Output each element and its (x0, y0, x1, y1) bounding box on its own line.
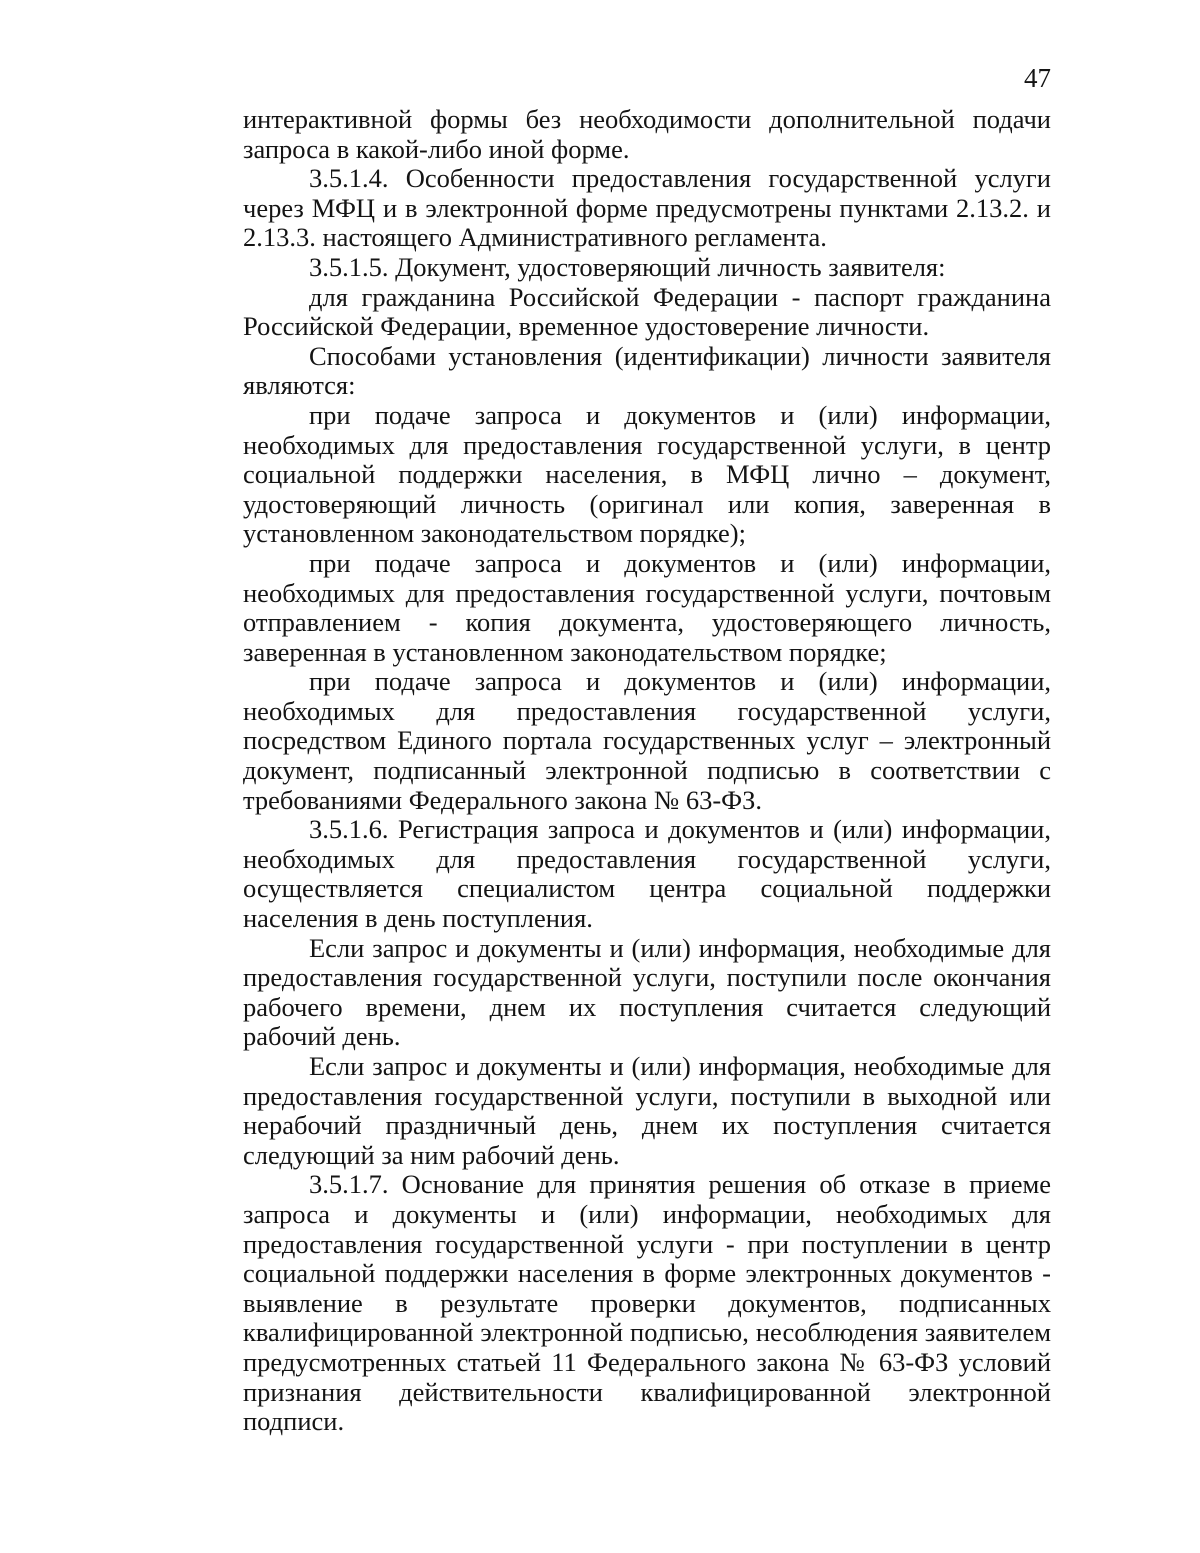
paragraph-postal-submission: при подаче запроса и документов и (или) информации, необходимых для предоставления государственной услуги, почтовым отправлением - копия документа, удостоверяющего личность, заверенная в установленном законодательством порядке; (243, 547, 1051, 667)
document-body (243, 105, 1051, 1437)
paragraph-holiday: Если запрос и документы и (или) информация, необходимые для предоставления государственной услуги, поступили в выходной или нерабочий праздничный день, днем их поступления считается следующий за ним рабочий день. (243, 1051, 1051, 1170)
paragraph-identification-methods: Способами установления (идентификации) личности заявителя являются: (243, 340, 1051, 401)
paragraph-citizen-documents: для гражданина Российской Федерации - паспорт гражданина Российской Федерации, временное удостоверение личности. (243, 281, 1051, 342)
paragraph-in-person-submission: при подаче запроса и документов и (или) информации, необходимых для предоставления государственной услуги, в центр социальной поддержки населения, в МФЦ лично – документ, удостоверяющий личность (оригинал или копия, заверенная в установленном законодательством порядке); (243, 399, 1051, 549)
paragraph-3-5-1-4: 3.5.1.4. Особенности предоставления государственной услуги через МФЦ и в электронной форме предусмотрены пунктами 2.13.2. и 2.13.3. настоящего Административного регламента. (243, 163, 1051, 253)
paragraph-3-5-1-6: 3.5.1.6. Регистрация запроса и документов и (или) информации, необходимых для предоставления государственной услуги, осуществляется специалистом центра социальной поддержки населения в день поступления. (243, 814, 1051, 934)
paragraph-continuation: интерактивной формы без необходимости дополнительной подачи запроса в какой-либо иной форме. (243, 104, 1051, 164)
paragraph-3-5-1-5: 3.5.1.5. Документ, удостоверяющий личность заявителя: (309, 251, 946, 282)
page-number: 47 (1024, 63, 1051, 93)
paragraph-3-5-1-7: 3.5.1.7. Основание для принятия решения об отказе в приеме запроса и документы и (или) информации, необходимых для предоставления государственной услуги - при поступлении в центр социальной поддержки населения в форме электронных документов - выявление в результате проверки документов, подписанных квалифицированной электронной подписью, несоблюдения заявителем предусмотренных статьей 11 Федерального закона № 63-ФЗ условий признания действительности квалифицированной электронной подписи. (243, 1169, 1051, 1437)
paragraph-portal-submission: при подаче запроса и документов и (или) информации, необходимых для предоставления государственной услуги, посредством Единого портала государственных услуг – электронный документ, подписанный электронной подписью в соответствии с требованиями Федерального закона № 63-ФЗ. (243, 666, 1051, 815)
paragraph-after-hours: Если запрос и документы и (или) информация, необходимые для предоставления государственной услуги, поступили после окончания рабочего времени, днем их поступления считается следующий рабочий день. (243, 932, 1051, 1052)
